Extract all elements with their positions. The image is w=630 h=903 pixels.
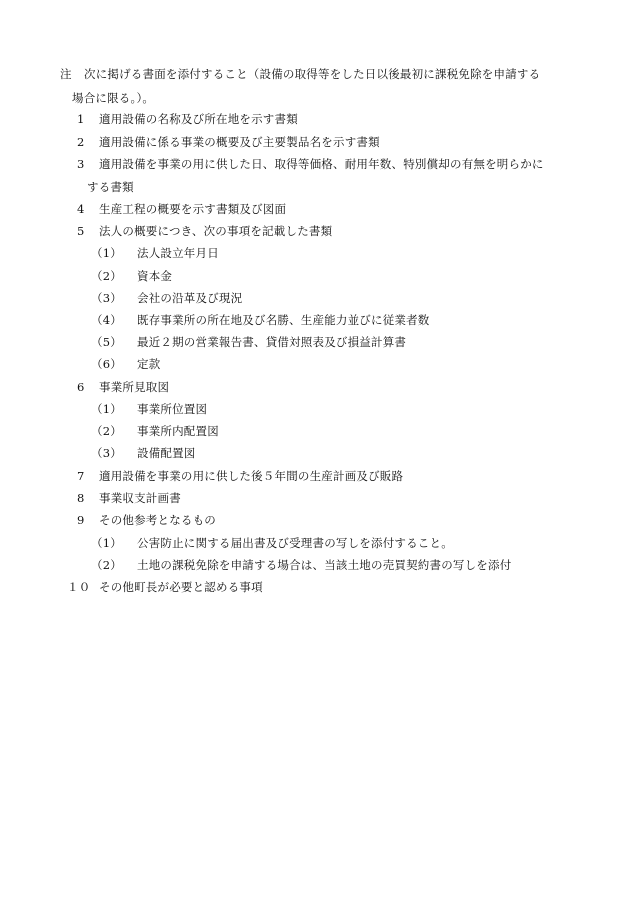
note-line-1 [60, 67, 540, 81]
note-text-2: 場合に限る。）。 [72, 91, 155, 105]
list-item-5 [77, 224, 332, 238]
sub-item-text: 土地の課税免除を申請する場合は、当該土地の売買契約書の写しを添付 [137, 558, 512, 572]
sub-item-number: （4） [91, 313, 122, 327]
item-number: 9 [77, 513, 85, 527]
list-item-9 [77, 513, 216, 527]
sub-item-number: （2） [91, 424, 122, 438]
list-item-8 [77, 491, 181, 505]
sub-item-5-6 [91, 357, 160, 371]
sub-item-text: 事業所位置図 [137, 402, 208, 416]
sub-item-text: 定款 [137, 357, 161, 371]
list-item-1 [77, 112, 298, 126]
sub-item-number: （2） [91, 558, 122, 572]
sub-item-5-2 [91, 269, 172, 283]
item-text: 事業収支計画書 [99, 491, 181, 505]
note-text-1: 次に掲げる書面を添付すること（設備の取得等をした日以後最初に課税免除を申請する [84, 67, 541, 81]
item-number: 2 [77, 135, 85, 149]
sub-item-number: （3） [91, 291, 122, 305]
item-number: 3 [77, 157, 85, 171]
sub-item-5-3 [91, 291, 242, 305]
sub-item-number: （3） [91, 446, 122, 460]
sub-item-5-1 [91, 246, 219, 260]
sub-item-text: 法人設立年月日 [137, 246, 219, 260]
sub-item-number: （2） [91, 269, 122, 283]
list-item-7 [77, 469, 403, 483]
item-text: 適用設備に係る事業の概要及び主要製品名を示す書類 [99, 135, 380, 149]
sub-item-text: 公害防止に関する届出書及び受理書の写しを添付すること。 [137, 536, 453, 550]
list-item-6 [77, 380, 169, 394]
item-text: 事業所見取図 [99, 380, 170, 394]
list-item-10 [67, 580, 263, 594]
item-text: その他町長が必要と認める事項 [99, 580, 263, 594]
sub-item-text: 事業所内配置図 [137, 424, 219, 438]
sub-item-number: （1） [91, 246, 122, 260]
item-text: 適用設備の名称及び所在地を示す書類 [99, 112, 298, 126]
item-text: 適用設備を事業の用に供した日、取得等価格、耐用年数、特別償却の有無を明らかに [99, 157, 544, 171]
sub-item-text: 既存事業所の所在地及び名勝、生産能力並びに従業者数 [137, 313, 430, 327]
list-item-4 [77, 202, 286, 216]
list-item-3 [77, 157, 544, 171]
item-number: 4 [77, 202, 85, 216]
item-number: 8 [77, 491, 85, 505]
item-text: 適用設備を事業の用に供した後５年間の生産計画及び販路 [99, 469, 404, 483]
sub-item-6-2 [91, 424, 219, 438]
sub-item-text: 設備配置図 [137, 446, 196, 460]
item-text: 法人の概要につき、次の事項を記載した書類 [99, 224, 333, 238]
sub-item-5-5 [91, 335, 406, 349]
item-number: １０ [67, 580, 91, 594]
note-line-2 [72, 91, 154, 105]
sub-item-9-1 [91, 536, 453, 550]
sub-item-text: 最近２期の営業報告書、貸借対照表及び損益計算書 [137, 335, 407, 349]
sub-item-6-1 [91, 402, 207, 416]
item-number: 1 [77, 112, 85, 126]
sub-item-5-4 [91, 313, 430, 327]
sub-item-number: （6） [91, 357, 122, 371]
list-item-2 [77, 135, 380, 149]
item-text-cont: する書類 [87, 180, 134, 194]
item-text: 生産工程の概要を示す書類及び図面 [99, 202, 287, 216]
note-label: 注 [60, 67, 72, 81]
sub-item-9-2 [91, 558, 511, 572]
item-number: 5 [77, 224, 85, 238]
item-number: 6 [77, 380, 85, 394]
sub-item-text: 資本金 [137, 269, 173, 283]
item-number: 7 [77, 469, 85, 483]
list-item-3-cont [87, 180, 134, 194]
sub-item-number: （1） [91, 402, 122, 416]
sub-item-number: （5） [91, 335, 122, 349]
sub-item-number: （1） [91, 536, 122, 550]
item-text: その他参考となるもの [99, 513, 216, 527]
sub-item-text: 会社の沿革及び現況 [137, 291, 243, 305]
sub-item-6-3 [91, 446, 196, 460]
